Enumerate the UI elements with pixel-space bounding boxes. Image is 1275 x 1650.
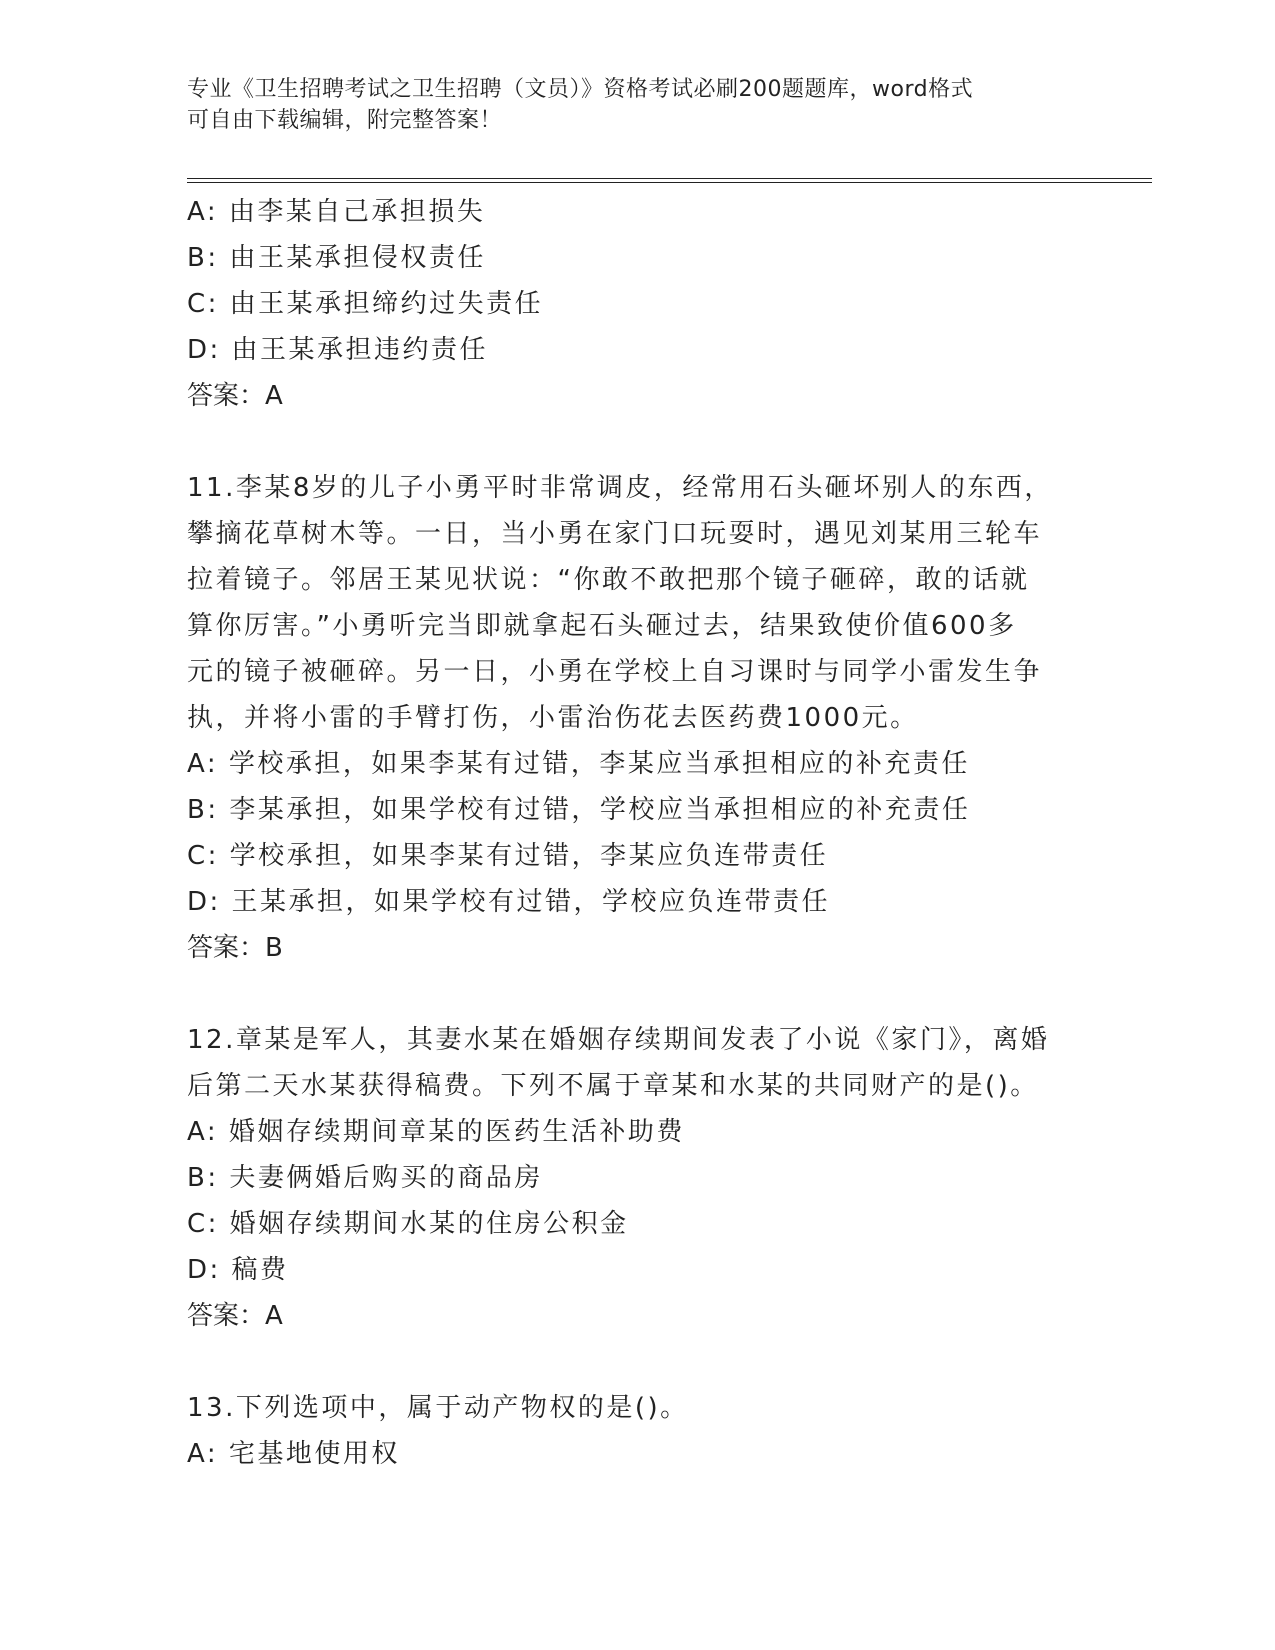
question-text-line: 13.下列选项中，属于动产物权的是()。: [187, 1393, 689, 1423]
question-content: [187, 189, 1117, 1477]
option-c: C: 学校承担，如果李某有过错，李某应负连带责任: [187, 841, 829, 871]
question-text-line: 执，并将小雷的手臂打伤，小雷治伤花去医药费1000元。: [187, 703, 919, 733]
spacer: [187, 419, 1117, 465]
question-text-line: 11.李某8岁的儿子小勇平时非常调皮，经常用石头砸坏别人的东西，: [187, 473, 1053, 503]
option-c: C: 婚姻存续期间水某的住房公积金: [187, 1209, 629, 1239]
question-10: [187, 189, 1117, 419]
question-text-line: 12.章某是军人，其妻水某在婚姻存续期间发表了小说《家门》，离婚: [187, 1025, 1050, 1055]
question-text-line: 算你厉害。”小勇听完当即就拿起石头砸过去，结果致使价值600多: [187, 611, 1017, 641]
header-line-2: 可自由下载编辑，附完整答案！: [187, 108, 503, 133]
option-d: D: 稿费: [187, 1255, 289, 1285]
option-b: B: 李某承担，如果学校有过错，学校应当承担相应的补充责任: [187, 795, 971, 825]
question-text-line: 后第二天水某获得稿费。下列不属于章某和水某的共同财产的是()。: [187, 1071, 1039, 1101]
option-d: D: 由王某承担违约责任: [187, 335, 489, 365]
option-a: A: 由李某自己承担损失: [187, 197, 486, 227]
option-c: C: 由王某承担缔约过失责任: [187, 289, 544, 319]
spacer: [187, 971, 1117, 1017]
question-text-line: 攀摘花草树木等。一日，当小勇在家门口玩耍时，遇见刘某用三轮车: [187, 519, 1043, 549]
header-divider-top: [187, 178, 1152, 179]
option-a: A: 婚姻存续期间章某的医药生活补助费: [187, 1117, 685, 1147]
header-divider-bottom: [187, 182, 1152, 183]
answer-line: 答案：A: [187, 381, 283, 411]
option-b: B: 夫妻俩婚后购买的商品房: [187, 1163, 543, 1193]
answer-line: 答案：B: [187, 933, 283, 963]
header-line-1: 专业《卫生招聘考试之卫生招聘（文员）》资格考试必刷200题题库，word格式: [187, 77, 974, 102]
question-text-line: 元的镜子被砸碎。另一日，小勇在学校上自习课时与同学小雷发生争: [187, 657, 1043, 687]
option-b: B: 由王某承担侵权责任: [187, 243, 486, 273]
option-a: A: 宅基地使用权: [187, 1439, 400, 1469]
question-text-line: 拉着镜子。邻居王某见状说：“你敢不敢把那个镜子砸碎，敢的话就: [187, 565, 1030, 595]
spacer: [187, 1339, 1117, 1385]
question-11: [187, 465, 1117, 971]
option-a: A: 学校承担，如果李某有过错，李某应当承担相应的补充责任: [187, 749, 970, 779]
question-12: [187, 1017, 1117, 1339]
answer-line: 答案：A: [187, 1301, 283, 1331]
option-d: D: 王某承担，如果学校有过错，学校应负连带责任: [187, 887, 831, 917]
document-header: [187, 74, 1087, 136]
question-13: [187, 1385, 1117, 1477]
